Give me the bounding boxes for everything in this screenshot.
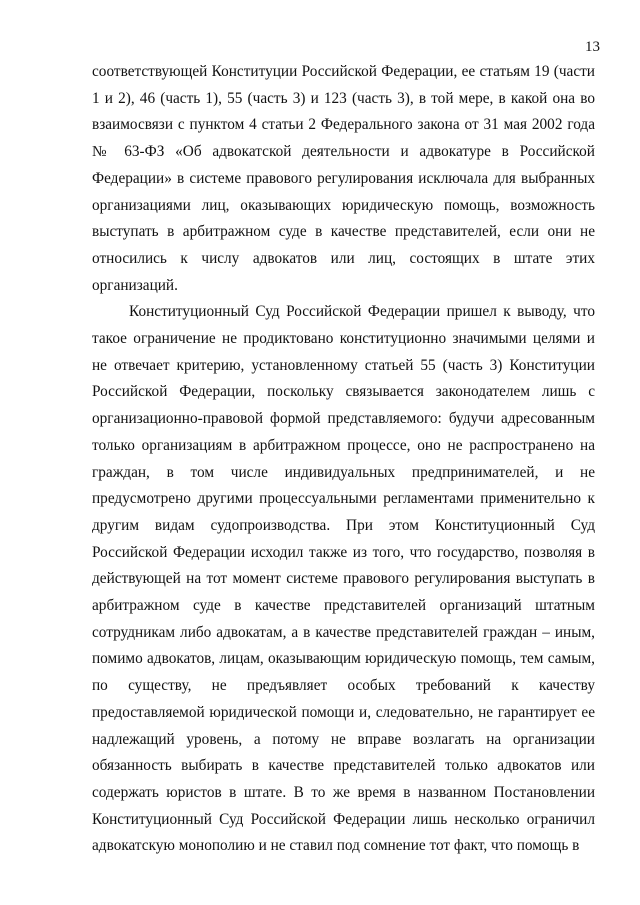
paragraph-continuation: соответствующей Конституции Российской Федерации, ее статьям 19 (части 1 и 2), 46 (часть 1), 55 (часть 3) и 123 (часть 3), в той мере, в какой она во взаимосвязи с пунктом 4 статьи 2 Федерального закона от 31 мая 2002 года № 63-ФЗ «Об адвокатской деятельности и адвокатуре в Российской Федерации» в системе правового регулирования исключала для выбранных организациями лиц, оказывающих юридическую помощь, возможность выступать в арбитражном суде в качестве представителей, если они не относились к числу адвокатов или лиц, состоящих в штате этих организаций. [92,63,595,294]
paragraph-court-conclusion: Конституционный Суд Российской Федерации пришел к выводу, что такое ограничение не продиктовано конституционно значимыми целями и не отвечает критерию, установленному статьей 55 (часть 3) Конституции Российской Федерации, поскольку связывается законодателем лишь с организационно-правовой формой представляемого: будучи адресованным только организациям в арбитражном процессе, оно не распространено на граждан, в том числе индивидуальных предпринимателей, и не предусмотрено другими процессуальными регламентами применительно к другим видам судопроизводства. При этом Конституционный Суд Российской Федерации исходил также из того, что государство, позволяя в действующей на тот момент системе правового регулирования выступать в арбитражном суде в качестве представителей организаций штатным сотрудникам либо адвокатам, а в качестве представителей граждан – иным, помимо адвокатов, лицам, оказывающим юридическую помощь, тем самым, по существу, не предъявляет особых требований к качеству предоставляемой юридической помощи и, следовательно, не гарантирует ее надлежащий уровень, а потому не вправе возлагать на организации обязанность выбирать в качестве представителей только адвокатов или содержать юристов в штате. В то же время в названном Постановлении Конституционный Суд Российской Федерации лишь несколько ограничил адвокатскую монополию и не ставил под сомнение тот факт, что помощь в [92,303,595,855]
body-text [92,59,595,860]
page-number: 13 [585,39,600,55]
